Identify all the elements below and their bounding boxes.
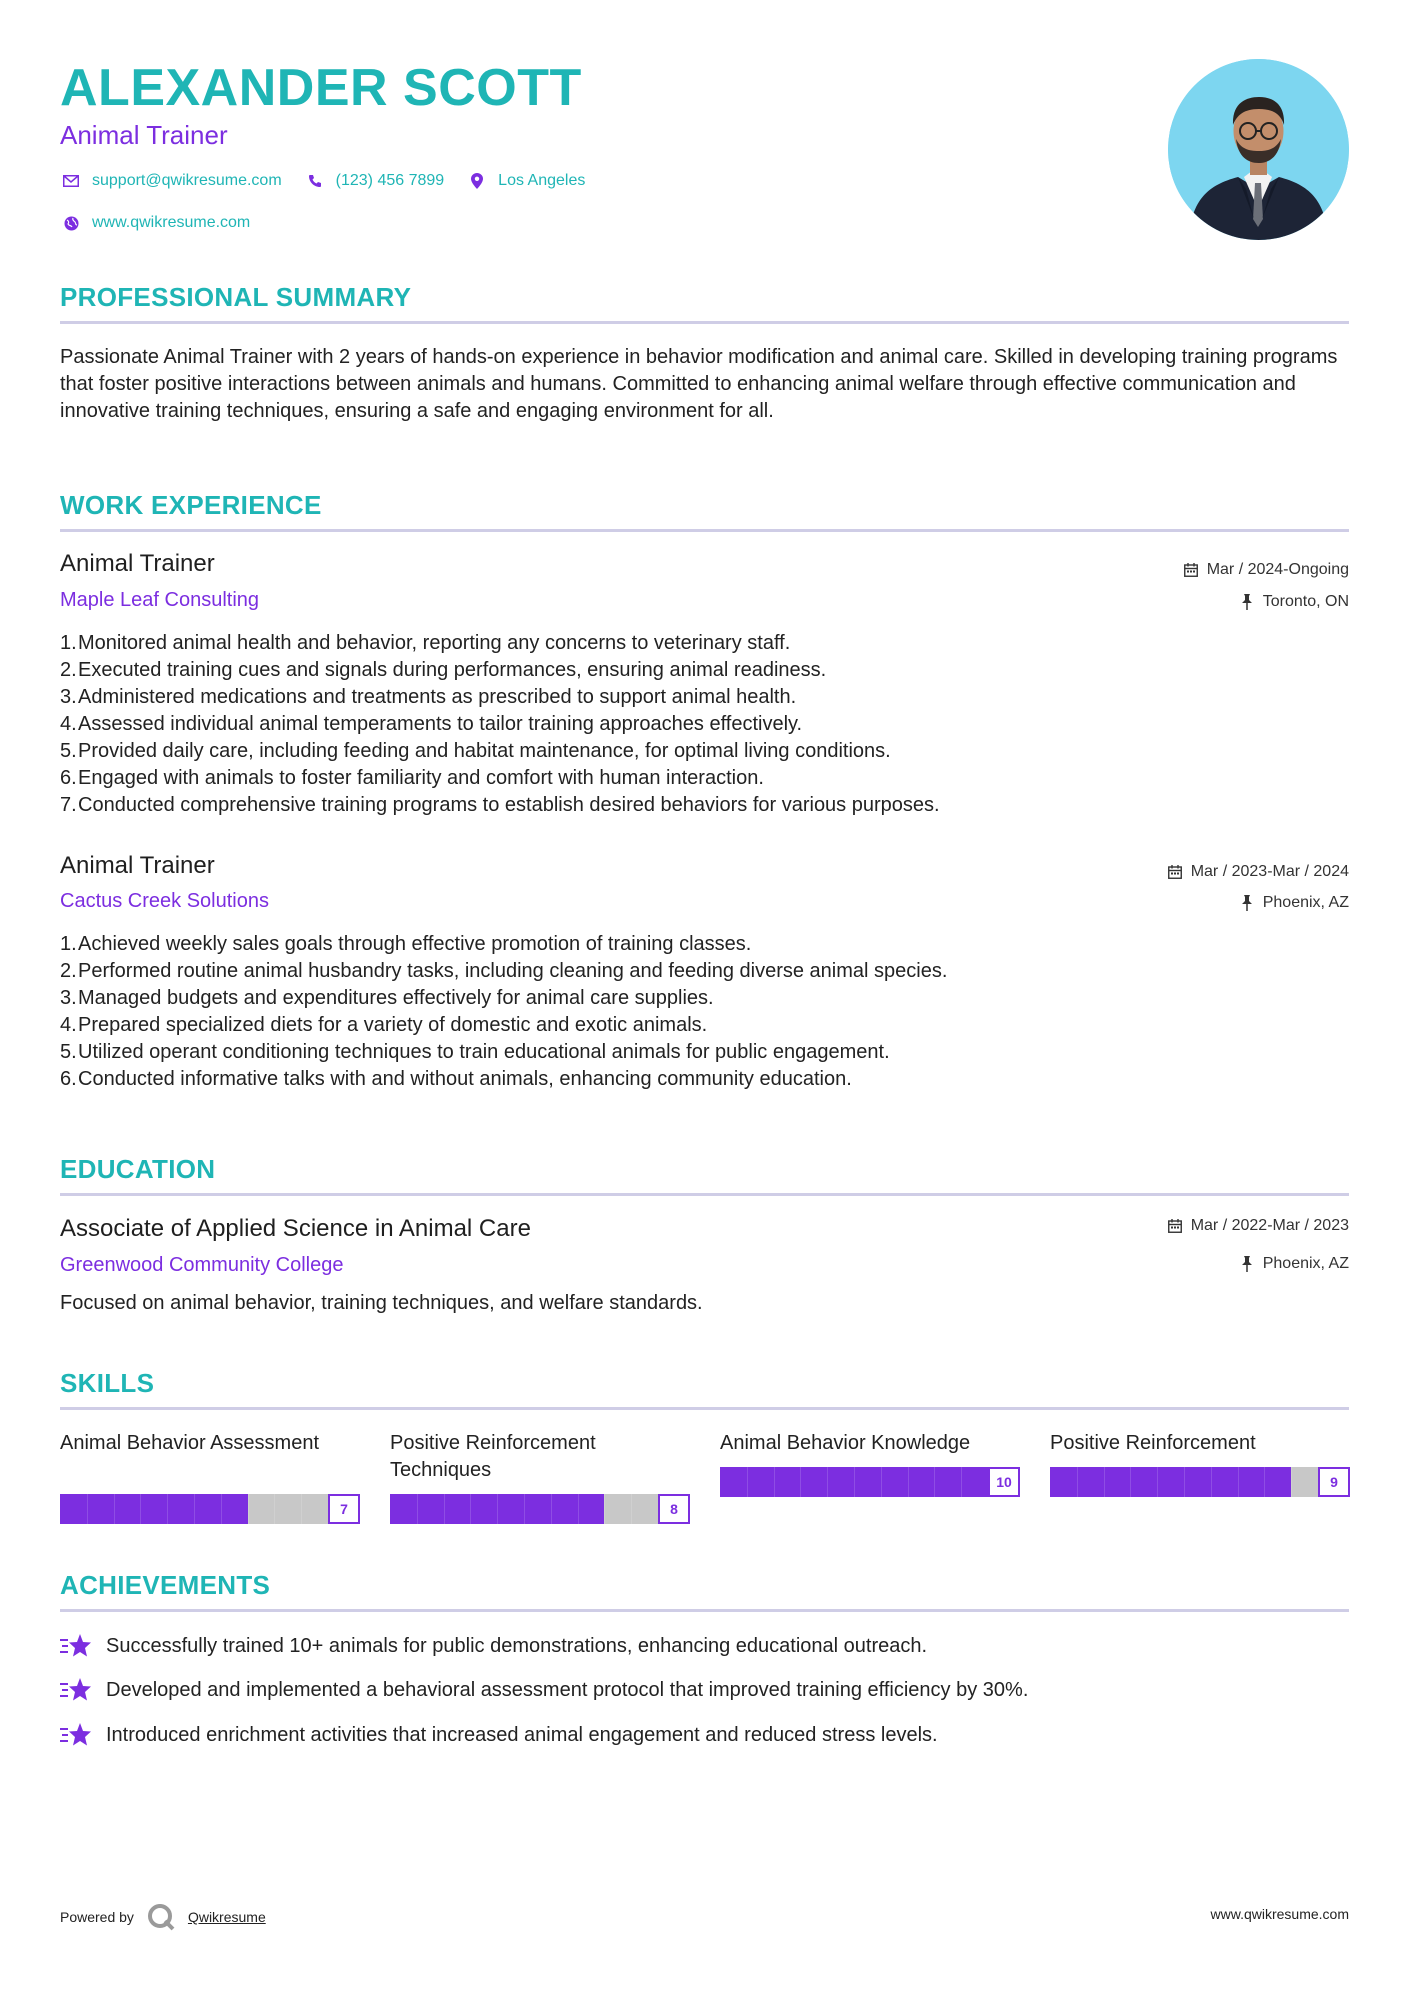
skill-segment-divider xyxy=(444,1494,445,1524)
achievement-text: Introduced enrichment activities that increased animal engagement and reduced stress levels. xyxy=(106,1723,938,1746)
job-dates xyxy=(1183,561,1349,579)
skill-segment-divider xyxy=(114,1494,115,1524)
skill-item xyxy=(1050,1430,1350,1525)
footer-site[interactable]: www.qwikresume.com xyxy=(1210,1906,1349,1922)
list-item: 4. Prepared specialized diets for a variety of domestic and exotic animals. xyxy=(60,1014,708,1036)
job-bullets xyxy=(60,931,1350,1093)
education-location-text: Phoenix, AZ xyxy=(1262,1255,1349,1272)
skill-segment-divider xyxy=(1211,1467,1212,1497)
pushpin-icon xyxy=(1239,594,1255,610)
skill-name: Animal Behavior Assessment xyxy=(60,1432,320,1454)
candidate-name: ALEXANDER SCOTT xyxy=(60,59,582,117)
list-item: 1. Achieved weekly sales goals through effective promotion of training classes. xyxy=(60,933,752,955)
star-icon xyxy=(60,1632,92,1660)
skill-segment-divider xyxy=(194,1494,195,1524)
job-location xyxy=(1239,593,1349,611)
skill-segment-divider xyxy=(1077,1467,1078,1497)
list-item: 4. Assessed individual animal temperaments to tailor training approaches effectively. xyxy=(60,713,803,735)
profile-photo xyxy=(1168,59,1349,240)
achievement-item xyxy=(60,1676,1028,1704)
contact-row xyxy=(60,172,597,190)
phone-icon xyxy=(304,172,326,190)
list-item: 2. Executed training cues and signals during performances, ensuring animal readiness. xyxy=(60,659,827,681)
skill-segment-divider xyxy=(800,1467,801,1497)
skill-track xyxy=(720,1467,988,1497)
skill-segment-divider xyxy=(881,1467,882,1497)
list-item: 3. Managed budgets and expenditures effectively for animal care supplies. xyxy=(60,987,714,1009)
summary-divider xyxy=(60,321,1349,324)
skills-heading: SKILLS xyxy=(60,1368,155,1398)
skill-score: 8 xyxy=(658,1494,690,1524)
skill-segment-divider xyxy=(417,1494,418,1524)
job-location-text: Toronto, ON xyxy=(1262,593,1349,610)
skill-score: 10 xyxy=(988,1467,1020,1497)
skill-track xyxy=(390,1494,658,1524)
calendar-icon xyxy=(1167,864,1183,880)
achievement-item xyxy=(60,1721,938,1749)
skill-name: Positive Reinforcement Techniques xyxy=(390,1432,596,1481)
skill-segment-divider xyxy=(604,1494,605,1524)
skill-name: Animal Behavior Knowledge xyxy=(720,1432,971,1454)
list-item: 3. Administered medications and treatments as prescribed to support animal health. xyxy=(60,686,797,708)
education-divider xyxy=(60,1193,1349,1196)
job-dates-text: Mar / 2024-Ongoing xyxy=(1206,561,1349,578)
website-text: www.qwikresume.com xyxy=(92,214,251,231)
location-text: Los Angeles xyxy=(498,172,586,189)
list-item: 7. Conducted comprehensive training programs to establish desired behaviors for various purposes. xyxy=(60,794,940,816)
skill-item xyxy=(720,1430,1020,1525)
skill-segment-divider xyxy=(221,1494,222,1524)
calendar-icon xyxy=(1183,562,1199,578)
job-title: Animal Trainer xyxy=(60,550,215,577)
qwikresume-logo-icon xyxy=(146,1902,176,1932)
skill-segment-divider xyxy=(827,1467,828,1497)
job-title: Animal Trainer xyxy=(60,852,215,879)
skill-segment-divider xyxy=(1104,1467,1105,1497)
skill-segment-divider xyxy=(747,1467,748,1497)
pushpin-icon xyxy=(1239,1256,1255,1272)
skill-segment-divider xyxy=(1157,1467,1158,1497)
contact-phone[interactable] xyxy=(304,172,445,190)
skill-fill xyxy=(1050,1467,1291,1497)
job-dates xyxy=(1167,863,1349,881)
calendar-icon xyxy=(1167,1218,1183,1234)
skill-segment-divider xyxy=(248,1494,249,1524)
skill-item xyxy=(60,1430,360,1525)
skill-segment-divider xyxy=(961,1467,962,1497)
list-item: 1. Monitored animal health and behavior, reporting any concerns to veterinary staff. xyxy=(60,632,791,654)
education-heading: EDUCATION xyxy=(60,1154,216,1184)
list-item: 5. Provided daily care, including feeding and habitat maintenance, for optimal living conditions. xyxy=(60,740,891,762)
list-item: 6. Conducted informative talks with and without animals, enhancing community education. xyxy=(60,1068,852,1090)
skill-item xyxy=(390,1430,690,1525)
skill-segment-divider xyxy=(934,1467,935,1497)
skill-segment-divider xyxy=(140,1494,141,1524)
contact-email[interactable] xyxy=(60,172,282,190)
skill-segment-divider xyxy=(1264,1467,1265,1497)
skill-fill xyxy=(60,1494,248,1524)
achievement-item xyxy=(60,1632,927,1660)
envelope-icon xyxy=(60,172,82,190)
skills-divider xyxy=(60,1407,1349,1410)
skill-segment-divider xyxy=(1184,1467,1185,1497)
skill-bar xyxy=(390,1494,690,1524)
skill-segment-divider xyxy=(1238,1467,1239,1497)
skill-name: Positive Reinforcement xyxy=(1050,1432,1256,1454)
pushpin-icon xyxy=(1239,895,1255,911)
star-icon xyxy=(60,1676,92,1704)
list-item: 6. Engaged with animals to foster familiarity and comfort with human interaction. xyxy=(60,767,764,789)
skills-grid xyxy=(60,1430,1350,1525)
skill-segment-divider xyxy=(524,1494,525,1524)
achievements-divider xyxy=(60,1609,1349,1612)
skill-bar xyxy=(1050,1467,1350,1497)
candidate-role: Animal Trainer xyxy=(60,120,228,150)
degree-title: Associate of Applied Science in Animal Care xyxy=(60,1215,531,1242)
job-bullets xyxy=(60,630,1350,819)
job-company: Cactus Creek Solutions xyxy=(60,890,269,912)
summary-text: Passionate Animal Trainer with 2 years of hands-on experience in behavior modification and animal care. Skilled in developing training programs that foster positive interactions between animals and humans. Committed to enhancing animal welfare through effective communication and innovative training techniques, ensuring a safe and engaging environment for all. xyxy=(60,346,1338,422)
contact-location xyxy=(466,172,585,190)
skill-track xyxy=(1050,1467,1318,1497)
job-dates-text: Mar / 2023-Mar / 2024 xyxy=(1190,863,1349,880)
skill-segment-divider xyxy=(274,1494,275,1524)
skill-bar xyxy=(720,1467,1020,1497)
skill-segment-divider xyxy=(497,1494,498,1524)
skill-segment-divider xyxy=(1291,1467,1292,1497)
skill-segment-divider xyxy=(470,1494,471,1524)
job-location-text: Phoenix, AZ xyxy=(1262,894,1349,911)
skill-segment-divider xyxy=(854,1467,855,1497)
achievement-text: Successfully trained 10+ animals for public demonstrations, enhancing educational outreach. xyxy=(106,1634,928,1657)
skill-track xyxy=(60,1494,328,1524)
job-company: Maple Leaf Consulting xyxy=(60,589,260,611)
skill-segment-divider xyxy=(301,1494,302,1524)
skill-segment-divider xyxy=(631,1494,632,1524)
skill-segment-divider xyxy=(1130,1467,1131,1497)
skill-score: 7 xyxy=(328,1494,360,1524)
skill-score: 9 xyxy=(1318,1467,1350,1497)
summary-heading: PROFESSIONAL SUMMARY xyxy=(60,282,412,312)
skill-segment-divider xyxy=(87,1494,88,1524)
footer-powered xyxy=(60,1902,266,1932)
email-text: support@qwikresume.com xyxy=(92,172,282,189)
job-location xyxy=(1239,894,1349,912)
list-item: 5. Utilized operant conditioning techniques to train educational animals for public engagement. xyxy=(60,1041,890,1063)
education-description: Focused on animal behavior, training techniques, and welfare standards. xyxy=(60,1292,703,1314)
education-dates-text: Mar / 2022-Mar / 2023 xyxy=(1190,1217,1349,1234)
powered-by-label: Powered by xyxy=(60,1909,134,1925)
education-dates xyxy=(1167,1217,1349,1235)
experience-heading: WORK EXPERIENCE xyxy=(60,490,322,520)
achievement-text: Developed and implemented a behavioral assessment protocol that improved training efficiency by 30%. xyxy=(106,1678,1029,1701)
star-icon xyxy=(60,1721,92,1749)
school-name: Greenwood Community College xyxy=(60,1254,344,1276)
qwikresume-link[interactable]: Qwikresume xyxy=(187,1909,266,1925)
skill-segment-divider xyxy=(167,1494,168,1524)
phone-text: (123) 456 7899 xyxy=(335,172,445,189)
experience-divider xyxy=(60,529,1349,532)
skill-segment-divider xyxy=(578,1494,579,1524)
skill-segment-divider xyxy=(908,1467,909,1497)
skill-segment-divider xyxy=(551,1494,552,1524)
website-row[interactable] xyxy=(60,214,250,232)
map-pin-icon xyxy=(466,172,488,190)
skill-segment-divider xyxy=(774,1467,775,1497)
achievements-heading: ACHIEVEMENTS xyxy=(60,1570,271,1600)
globe-icon xyxy=(60,214,82,232)
skill-bar xyxy=(60,1494,360,1524)
list-item: 2. Performed routine animal husbandry tasks, including cleaning and feeding diverse animal species. xyxy=(60,960,948,982)
education-location xyxy=(1239,1255,1349,1273)
